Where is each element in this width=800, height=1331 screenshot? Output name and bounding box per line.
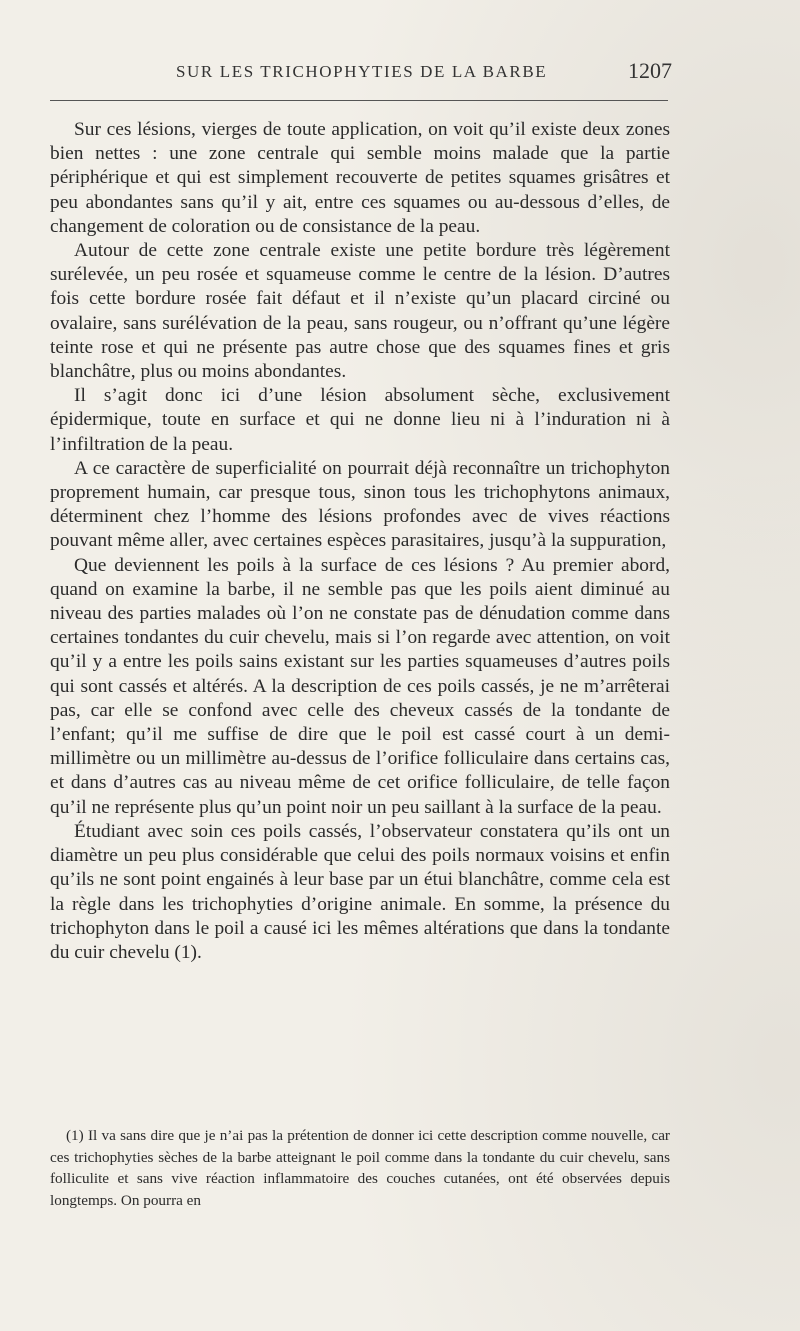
footnote-text: (1) Il va sans dire que je n’ai pas la prétention de donner ici cette description comme nouvelle, car ces trichophyties sèches de la barbe atteignant le poil comme dans la tondante du cuir chevelu, sans folliculite et sans vive réaction inflammatoire des couches cutanées, ont été observées depuis longtemps. On pourra en xyxy=(50,1127,670,1209)
paragraph: A ce caractère de superficialité on pourrait déjà reconnaître un trichophyton proprement humain, car presque tous, sinon tous les trichophytons animaux, déterminent chez l’homme des lésions profondes avec de vives réactions pouvant même aller, avec certaines espèces parasitaires, jusqu’à la suppuration, xyxy=(50,457,670,552)
paragraph: Il s’agit donc ici d’une lésion absolument sèche, exclusivement épidermique, toute en surface et qui ne donne lieu ni à l’induration ni à l’infiltration de la peau. xyxy=(50,385,670,455)
page-number: 1207 xyxy=(628,58,672,83)
paragraph: Autour de cette zone centrale existe une petite bordure très légèrement surélevée, un peu rosée et squameuse comme le centre de la lésion. D’autres fois cette bordure rosée fait défaut et il n’existe qu’un placard circiné ou ovalaire, sans surélévation de la peau, sans rougeur, ou n’offrant qu’une légère teinte rose et qui ne présente pas autre chose que des squames fines et gris blanchâtre, plus ou moins abondantes. xyxy=(50,240,670,383)
running-title: SUR LES TRICHOPHYTIES DE LA BARBE xyxy=(176,62,548,81)
body-text xyxy=(50,118,670,965)
paragraph: Que deviennent les poils à la surface de ces lésions ? Au premier abord, quand on examine la barbe, il ne semble pas que les poils aient diminué au niveau des parties malades où l’on ne constate pas de dénudation comme dans certaines tondantes du cuir chevelu, mais si l’on regarde avec attention, on voit qu’il y a entre les poils sains existant sur les parties squameuses d’autres poils qui sont cassés et altérés. A la description de ces poils cassés, je ne m’arrêterai pas, car elle se confond avec celle des cheveux cassés de la tondante de l’enfant; qu’il me suffise de dire que le poil est cassé court à un demi-millimètre ou un millimètre au-dessus de l’orifice folliculaire dans certains cas, et dans d’autres cas au niveau même de cet orifice folliculaire, de telle façon qu’il ne représente plus qu’un point noir un peu saillant à la surface de la peau. xyxy=(50,554,670,818)
header-rule xyxy=(50,100,668,101)
footnote xyxy=(50,1125,670,1211)
paragraph: Étudiant avec soin ces poils cassés, l’observateur constatera qu’ils ont un diamètre un peu plus considérable que celui des poils normaux voisins et enfin qu’ils ne sont point engainés à leur base par un étui blanchâtre, comme cela est la règle dans les trichophyties d’origine animale. En somme, la présence du trichophyton dans le poil a causé ici les mêmes altérations que dans la tondante du cuir chevelu (1). xyxy=(50,820,670,963)
running-head xyxy=(176,60,676,88)
paragraph: Sur ces lésions, vierges de toute application, on voit qu’il existe deux zones bien nettes : une zone centrale qui semble moins malade que la partie périphérique et qui est simplement recouverte de petites squames grisâtres et peu abondantes sans qu’il y ait, entre ces squames ou au-dessous d’elles, de changement de coloration ou de consistance de la peau. xyxy=(50,119,670,237)
